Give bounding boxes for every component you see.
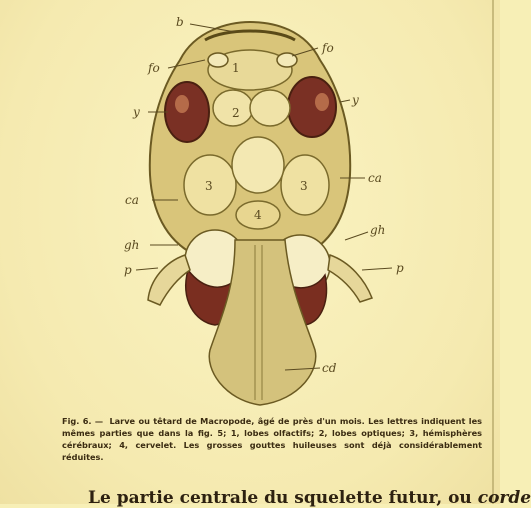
left-eye bbox=[165, 82, 209, 142]
left-eye-highlight bbox=[175, 95, 189, 113]
body-text-normal: Le partie centrale du squelette futur, ou bbox=[88, 488, 478, 508]
number-2: 2 bbox=[232, 106, 240, 120]
label-b: b bbox=[176, 15, 184, 29]
optic-lobe-right bbox=[250, 90, 290, 126]
label-fo-right: fo bbox=[322, 41, 334, 55]
body-text-italic: corde bbox=[477, 488, 531, 508]
right-eye bbox=[288, 77, 336, 137]
label-ca-right: ca bbox=[368, 171, 382, 185]
right-fin bbox=[328, 255, 372, 302]
left-nostril bbox=[208, 53, 228, 67]
number-3-right: 3 bbox=[300, 179, 308, 193]
caption-fig-label: Fig. 6. — bbox=[62, 416, 104, 426]
label-p-right: p bbox=[396, 261, 404, 275]
label-gh-left: gh bbox=[124, 238, 140, 252]
number-4: 4 bbox=[254, 208, 262, 222]
body-text-line bbox=[88, 488, 531, 508]
caption-text: Larve ou têtard de Macropode, âgé de près d'un mois. Les lettres indiquent les mêmes parties que dans la fig. 5; 1, lobes olfactifs; 2, lobes optiques; 3, hémisphères cérébraux; 4, cervelet. Les grosses gouttes huileuses sont déjà considérablement réduites. bbox=[62, 416, 482, 462]
number-3-left: 3 bbox=[205, 179, 213, 193]
left-fin bbox=[148, 255, 190, 305]
label-p-left: p bbox=[124, 263, 132, 277]
midbrain bbox=[232, 137, 284, 193]
label-cd: cd bbox=[322, 361, 337, 375]
label-y-left: y bbox=[133, 105, 140, 119]
label-fo-left: fo bbox=[148, 61, 160, 75]
label-gh-right: gh bbox=[370, 223, 386, 237]
figure-caption bbox=[62, 415, 482, 463]
label-ca-left: ca bbox=[125, 193, 139, 207]
number-1: 1 bbox=[232, 61, 240, 75]
right-eye-highlight bbox=[315, 93, 329, 111]
label-y-right: y bbox=[352, 93, 359, 107]
